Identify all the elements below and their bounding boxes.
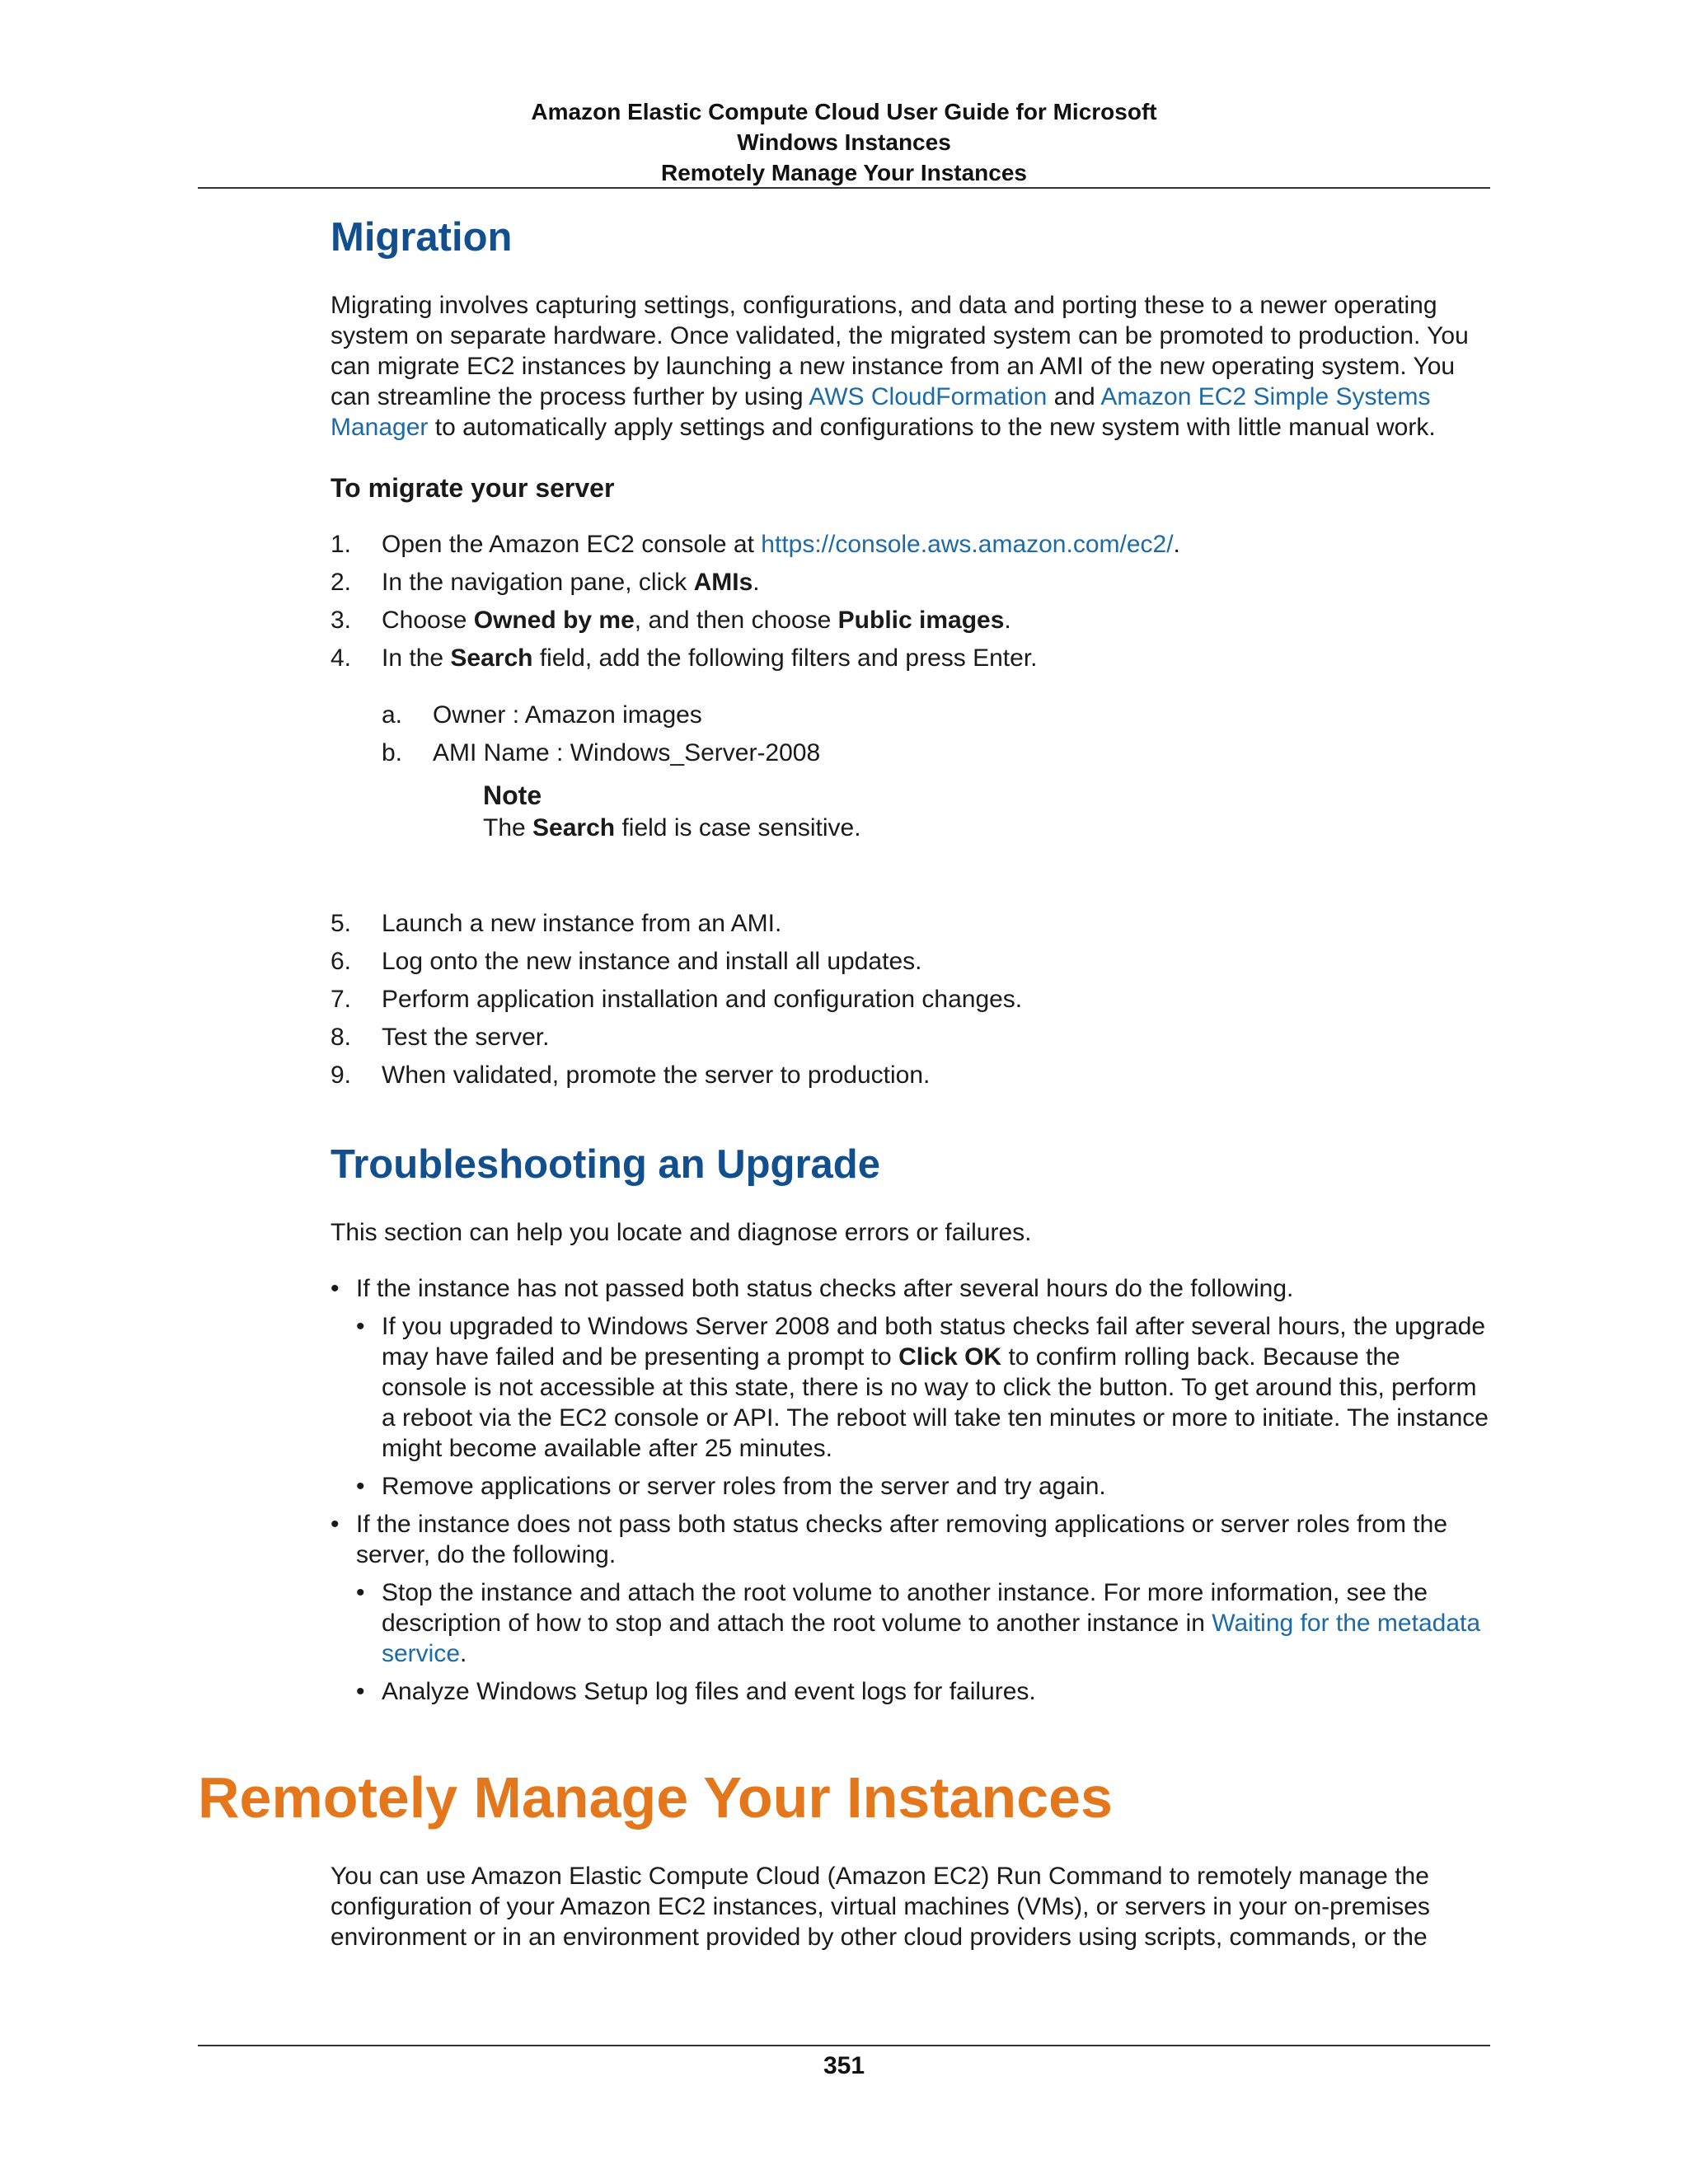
troubleshooting-heading: Troubleshooting an Upgrade <box>331 1142 880 1187</box>
step-item: 6. Log onto the new instance and install all updates. <box>331 948 922 975</box>
aws-cloudformation-link[interactable]: AWS CloudFormation <box>809 383 1048 410</box>
ec2-systems-manager-link[interactable]: Amazon EC2 Simple Systems Manager <box>331 383 1431 441</box>
header-line-3: Remotely Manage Your Instances <box>661 160 1027 185</box>
steps-1-4 <box>331 526 1490 677</box>
bullet-item: • If you upgraded to Windows Server 2008 and both status checks fail after several hours, the upgrade may have failed and be presenting a prompt to Click OK to confirm rolling back. Because the console is not accessible at this state, there is no way to click the button. To get around this, perform a reboot via the EC2 console or API. The reboot will take ten minutes or more to initiate. The instance might become available after 25 minutes. <box>356 1313 1489 1462</box>
procedure-title-block <box>331 471 1490 504</box>
step-item: 7. Perform application installation and configuration changes. <box>331 986 1023 1013</box>
step-item: 5. Launch a new instance from an AMI. <box>331 910 782 937</box>
page-number: 351 <box>823 2052 865 2079</box>
migration-heading: Migration <box>331 215 513 260</box>
troubleshooting-bullets <box>331 1273 1490 1707</box>
header-line-1: Amazon Elastic Compute Cloud User Guide for Microsoft <box>531 99 1157 124</box>
note-title: Note <box>483 780 542 810</box>
step-item: 1. Open the Amazon EC2 console at https://console.aws.amazon.com/ec2/. <box>331 531 1180 558</box>
troubleshooting-intro-block <box>331 1217 1490 1248</box>
remote-paragraph: You can use Amazon Elastic Compute Cloud (Amazon EC2) Run Command to remotely manage the configuration of your Amazon EC2 instances, virtual machines (VMs), or servers in your on-premises environment or in an environment provided by other cloud providers using scripts, commands, or the <box>331 1863 1430 1951</box>
substeps <box>331 696 1490 772</box>
chapter-block <box>198 1762 1490 1833</box>
step-item: 3. Choose Owned by me, and then choose Public images. <box>331 607 1011 634</box>
ec2-console-link[interactable]: https://console.aws.amazon.com/ec2/ <box>761 531 1174 558</box>
troubleshooting-intro: This section can help you locate and diagnose errors or failures. <box>331 1219 1032 1246</box>
migration-paragraph: Migrating involves capturing settings, configurations, and data and porting these to a newer operating system on separate hardware. Once validated, the migrated system can be promoted to production. You can migrate EC2 instances by launching a new instance from an AMI of the new operating system. You can streamline the process further by using AWS CloudFormation and Amazon EC2 Simple Systems Manager to automatically apply settings and configurations to the new system with little manual work. <box>331 292 1469 441</box>
header-rule <box>198 187 1490 189</box>
substep-item: a. Owner : Amazon images <box>382 701 702 729</box>
bullet-item: • Analyze Windows Setup log files and event logs for failures. <box>356 1678 1036 1705</box>
step-item: 8. Test the server. <box>331 1024 550 1051</box>
step-item: 2. In the navigation pane, click AMIs. <box>331 569 760 596</box>
migration-section <box>331 213 1490 262</box>
header-line-2: Windows Instances <box>737 129 951 155</box>
bullet-item: • If the instance has not passed both status checks after several hours do the following. • If you upgraded to Windows Server 2008 and both status checks fail after several hours, the upgrade may have failed and be presenting a prompt to Click OK to confirm rolling back. Because the console is not accessible at this state, there is no way to click the button. To get around this, perform a reboot via the EC2 console or API. The reboot will take ten minutes or more to initiate. The instance might become available after 25 minutes. • Remove applications or server roles from the server and try again. <box>331 1273 1490 1502</box>
substep-item: b. AMI Name : Windows_Server-2008 <box>382 739 821 766</box>
bullet-item: • Stop the instance and attach the root volume to another instance. For more information, see the description of how to stop and attach the root volume to another instance in Waiting for the metadata service. <box>356 1579 1481 1667</box>
chapter-heading: Remotely Manage Your Instances <box>198 1765 1113 1830</box>
procedure-title: To migrate your server <box>331 473 615 503</box>
remote-paragraph-block <box>331 1861 1490 1952</box>
step-item: 4. In the Search field, add the following filters and press Enter. <box>331 644 1038 672</box>
note-text: The Search field is case sensitive. <box>483 814 861 841</box>
troubleshooting-section <box>331 1140 1490 1189</box>
footer-rule <box>198 2045 1490 2046</box>
bullet-item: • If the instance does not pass both status checks after removing applications or server roles from the server, do the following. • Stop the instance and attach the root volume to another instance. For more information, see the description of how to stop and attach the root volume to another instance in Waiting for the metadata service. • Analyze Windows Setup log files and event logs for failures. <box>331 1509 1490 1707</box>
running-header <box>198 96 1490 188</box>
migration-paragraph-block <box>331 290 1490 443</box>
bullet-item: • Remove applications or server roles from the server and try again. <box>356 1473 1106 1500</box>
metadata-service-link[interactable]: Waiting for the metadata service <box>382 1610 1481 1667</box>
note-box <box>331 780 1490 844</box>
steps-5-9 <box>331 905 1490 1094</box>
step-item: 9. When validated, promote the server to production. <box>331 1062 931 1089</box>
